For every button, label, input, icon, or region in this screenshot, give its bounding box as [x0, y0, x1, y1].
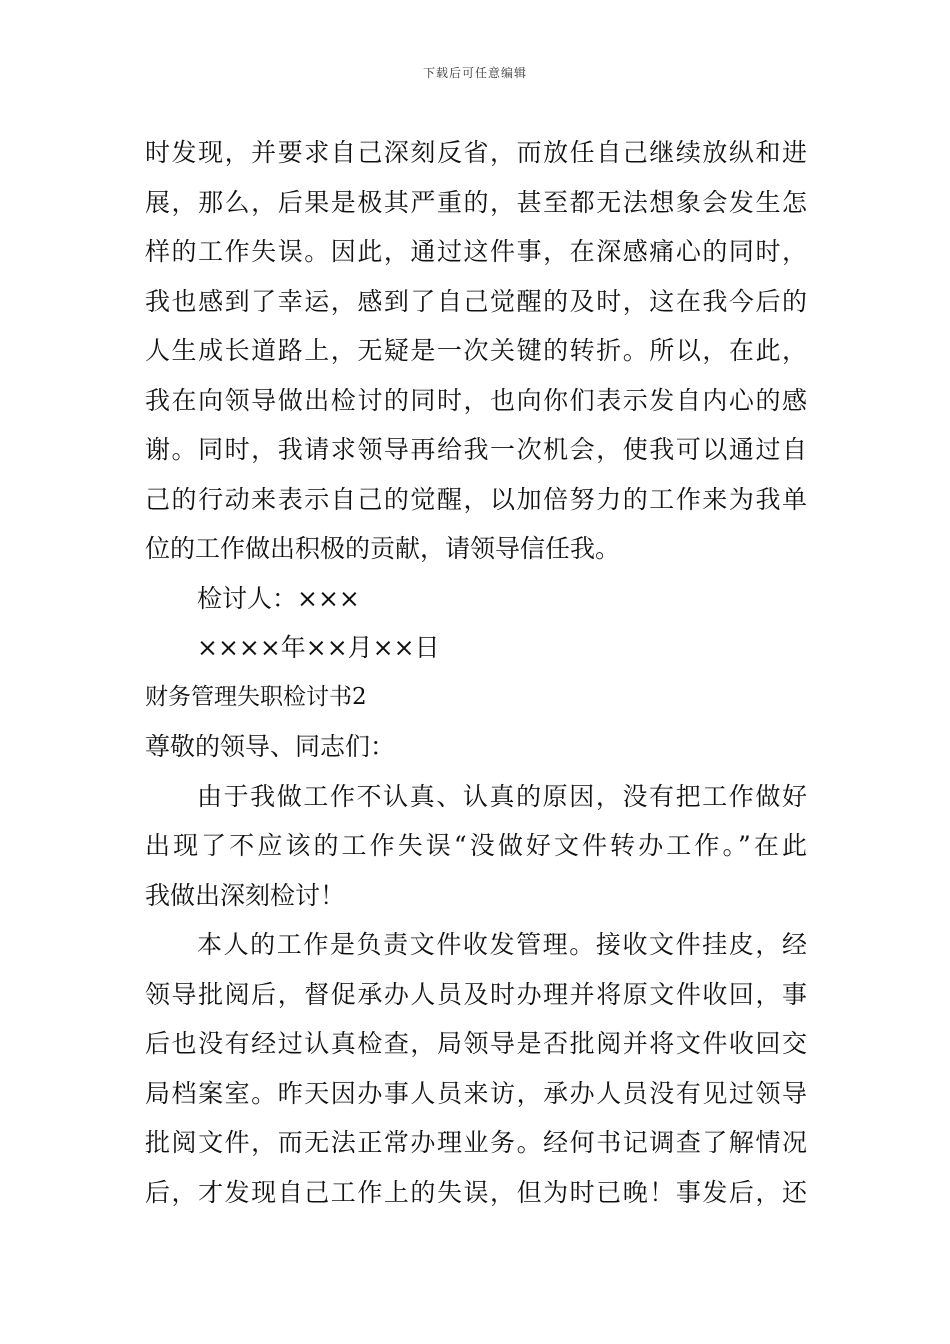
paragraph-line: 我做出深刻检讨！: [145, 880, 346, 910]
signature-name: 检讨人：×××: [197, 583, 360, 613]
greeting: 尊敬的领导、同志们：: [145, 732, 396, 761]
paragraph-line: 样的工作失误。因此，通过这件事，在深感痛心的同时，: [145, 237, 807, 266]
paragraph-line: 位的工作做出积极的贡献，请领导信任我。: [145, 534, 621, 563]
paragraph-line: 领导批阅后，督促承办人员及时办理并将原文件收回，事: [145, 979, 807, 1009]
paragraph-line: 批阅文件，而无法正常办理业务。经何书记调查了解情况: [145, 1128, 807, 1157]
paragraph-line: 时发现，并要求自己深刻反省，而放任自己继续放纵和进: [145, 138, 807, 167]
page-header: 下载后可任意编辑: [422, 66, 527, 80]
signature-date: ××××年××月××日: [197, 633, 440, 662]
document-body: [145, 128, 807, 1217]
paragraph-line: 后，才发现自己工作上的失误，但为时已晚！事发后，还: [145, 1177, 807, 1207]
paragraph-line: 展，那么，后果是极其严重的，甚至都无法想象会发生怎: [145, 187, 807, 217]
paragraph-line: 己的行动来表示自己的觉醒，以加倍努力的工作来为我单: [145, 484, 807, 514]
paragraph-line: 人生成长道路上，无疑是一次关键的转折。所以，在此，: [145, 336, 807, 365]
section-title: 财务管理失职检讨书2: [145, 683, 367, 710]
paragraph-line: 局档案室。昨天因办事人员来访，承办人员没有见过领导: [145, 1078, 807, 1108]
paragraph-line: 出现了不应该的工作失误“没做好文件转办工作。”在此: [145, 831, 807, 860]
paragraph-line: 由于我做工作不认真、认真的原因，没有把工作做好: [197, 781, 807, 811]
paragraph-line: 本人的工作是负责文件收发管理。接收文件挂皮，经: [197, 930, 807, 959]
paragraph-line: 谢。同时，我请求领导再给我一次机会，使我可以通过自: [145, 435, 807, 464]
paragraph-line: 我也感到了幸运，感到了自己觉醒的及时，这在我今后的: [145, 286, 807, 316]
paragraph-line: 后也没有经过认真检查，局领导是否批阅并将文件收回交: [145, 1029, 807, 1058]
paragraph-line: 我在向领导做出检讨的同时，也向你们表示发自内心的感: [145, 385, 807, 415]
